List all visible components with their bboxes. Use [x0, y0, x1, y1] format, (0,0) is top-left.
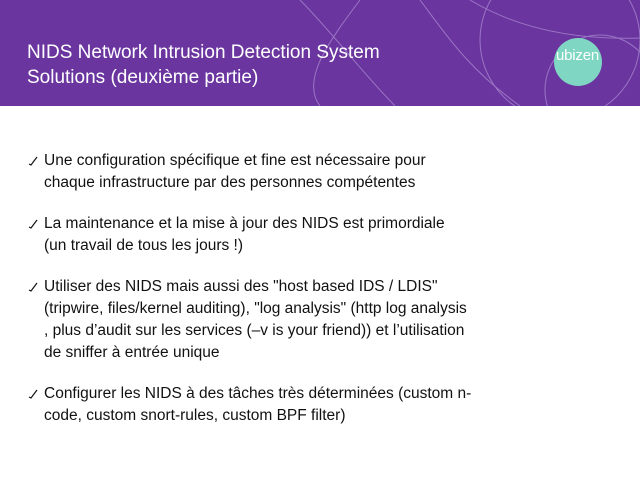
- pencil-tick-icon: [28, 389, 38, 399]
- slide-title-line1: NIDS Network Intrusion Detection System: [27, 42, 380, 63]
- slide-header: [0, 0, 640, 106]
- bullet-item: [28, 213, 613, 257]
- bullet-item: [28, 383, 613, 427]
- pencil-tick-icon: [28, 219, 38, 229]
- bullet-item: [28, 276, 613, 364]
- ubizen-logo: ubizen: [556, 47, 600, 64]
- bullet-text: Configurer les NIDS à des tâches très déterminées (custom n- code, custom snort-rules, custom BPF filter): [44, 385, 472, 424]
- pencil-tick-icon: [28, 282, 38, 292]
- bullet-item: [28, 150, 613, 194]
- pencil-tick-icon: [28, 156, 38, 166]
- slide-title-line2: Solutions (deuxième partie): [27, 67, 259, 88]
- bullet-text: La maintenance et la mise à jour des NIDS est primordiale (un travail de tous les jours !): [44, 215, 445, 254]
- bullet-text: Une configuration spécifique et fine est nécessaire pour chaque infrastructure par des personnes compétentes: [44, 152, 426, 191]
- bullet-text: Utiliser des NIDS mais aussi des "host based IDS / LDIS" (tripwire, files/kernel auditing), "log analysis" (http log analysis , plus d’audit sur les services (–v is your friend)) et l’utilisation de sniffer à entrée unique: [44, 278, 467, 361]
- bullet-list: [28, 150, 613, 446]
- slide-title: [27, 40, 380, 90]
